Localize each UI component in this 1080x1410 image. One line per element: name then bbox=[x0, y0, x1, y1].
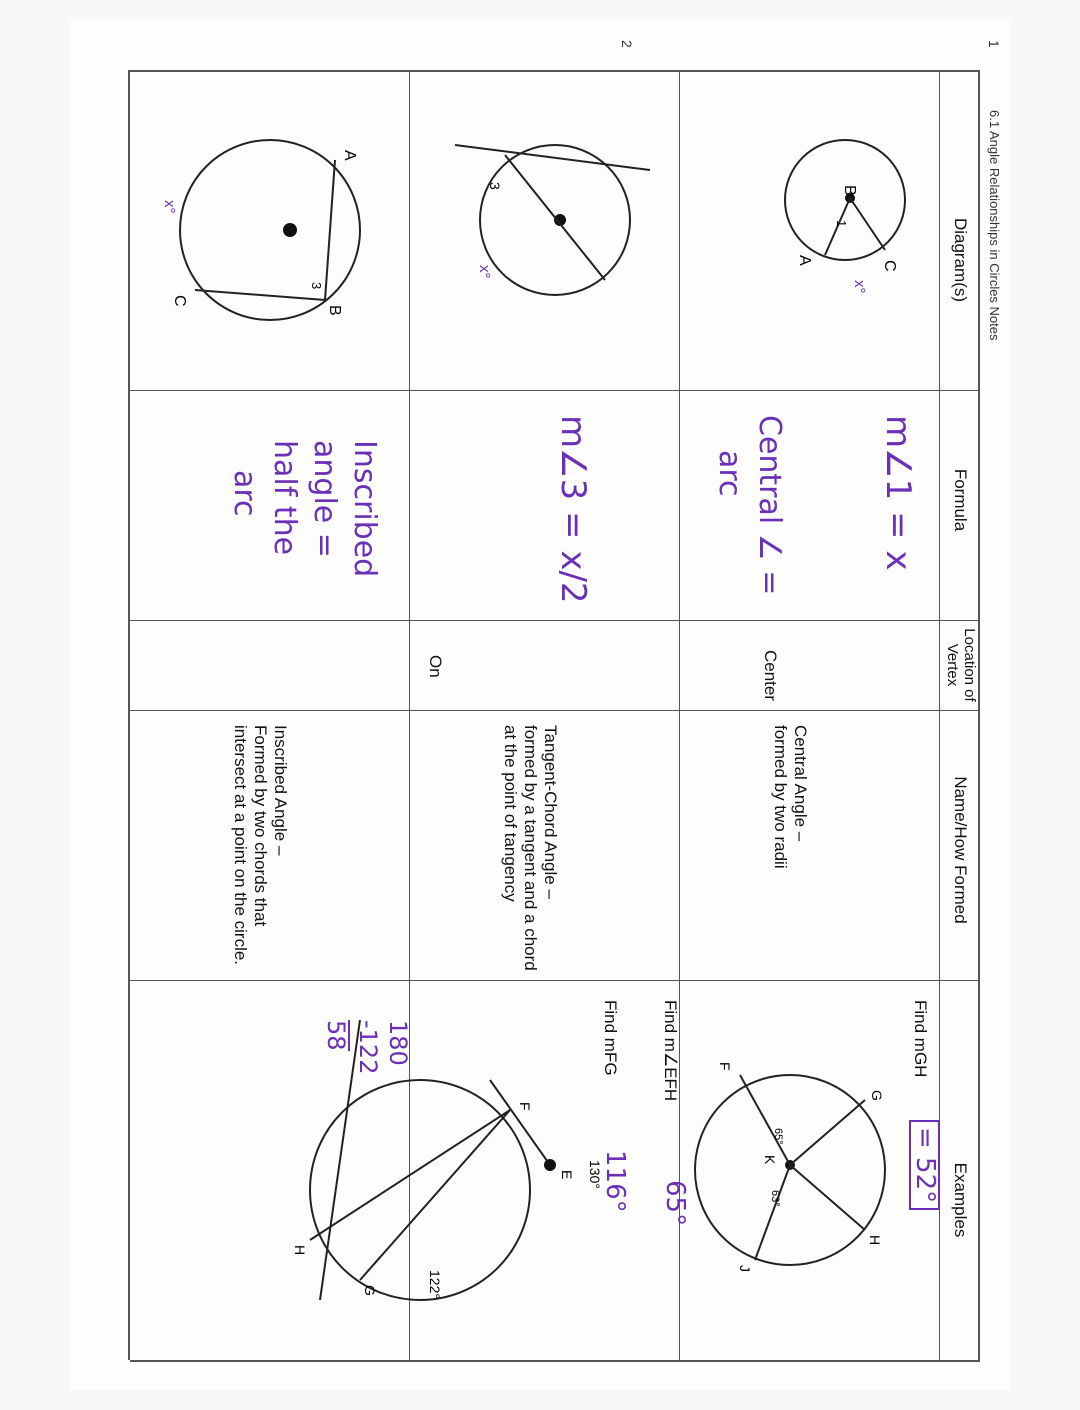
formula-3b: angle = bbox=[307, 440, 342, 558]
formula-3a: Inscribed bbox=[347, 440, 382, 578]
label-x-3: x° bbox=[161, 200, 178, 214]
page-number-2: 2 bbox=[619, 40, 635, 48]
formula-1b: Central ∠ = bbox=[752, 415, 787, 596]
ex1-label-j: J bbox=[737, 1265, 753, 1272]
label-1: 1 bbox=[834, 220, 849, 228]
rule-bottom bbox=[128, 70, 130, 1360]
rule-col-1 bbox=[130, 390, 980, 391]
ex1-label-h: H bbox=[867, 1235, 883, 1246]
formula-3d: arc bbox=[227, 470, 262, 517]
label-3-2: 3 bbox=[309, 282, 324, 290]
ex2-label-f: F bbox=[517, 1102, 533, 1111]
formula-1c: arc bbox=[712, 450, 747, 497]
label-c: C bbox=[881, 260, 898, 272]
ex1-label-k: K bbox=[762, 1155, 778, 1165]
ex2-angle-130: 130° bbox=[587, 1160, 603, 1189]
header-name: Name/How Formed bbox=[951, 776, 970, 924]
name-tangent-chord: Tangent-Chord Angle – formed by a tangent and a chord at the point of tangency bbox=[501, 725, 560, 971]
rule-col-2 bbox=[130, 620, 980, 621]
label-a-2: A bbox=[341, 150, 358, 161]
example-prompt-3: Find mFG bbox=[601, 1000, 620, 1076]
name-inscribed: Inscribed Angle – Formed by two chords that intersect at a point on the circle. bbox=[231, 725, 290, 966]
ex2-label-g: G bbox=[362, 1285, 378, 1296]
ex1-label-65: 65° bbox=[772, 1128, 784, 1145]
vertex-on: On bbox=[426, 655, 445, 678]
label-x: x° bbox=[851, 280, 868, 294]
page-number-1: 1 bbox=[986, 40, 1002, 48]
name-central: Central Angle – formed by two radii bbox=[771, 725, 810, 869]
example-answer-4b: -122 bbox=[354, 1020, 382, 1075]
label-x-2: x° bbox=[476, 265, 493, 279]
rule-right bbox=[130, 1360, 980, 1362]
rule-top bbox=[978, 70, 980, 1360]
example-circle-2 bbox=[280, 1010, 610, 1350]
rule-col-3 bbox=[130, 710, 980, 711]
rule-col-4 bbox=[130, 980, 980, 981]
example-prompt-1: Find mGH bbox=[911, 1000, 930, 1078]
label-b-2: B bbox=[326, 305, 343, 316]
ex2-label-h: H bbox=[292, 1245, 308, 1256]
formula-2: m∠3 = x/2 bbox=[553, 415, 593, 604]
example-prompt-2: Find m∠EFH bbox=[661, 1000, 680, 1102]
ex2-angle-122: 122° bbox=[427, 1270, 443, 1299]
label-a: A bbox=[796, 255, 813, 266]
formula-3c: half the bbox=[267, 440, 302, 556]
example-circle-1 bbox=[670, 1000, 900, 1340]
example-answer-4a: 180 bbox=[384, 1020, 412, 1066]
ex1-label-63: 63° bbox=[769, 1190, 781, 1207]
tangent-chord-diagram bbox=[435, 100, 665, 340]
rotated-page bbox=[70, 20, 1010, 1390]
ex1-label-g: G bbox=[869, 1090, 885, 1101]
label-b: B bbox=[841, 185, 858, 196]
example-answer-2: 65° bbox=[660, 1180, 690, 1227]
example-answer-1: = 52° bbox=[909, 1120, 940, 1210]
header-examples: Examples bbox=[951, 1162, 970, 1238]
inscribed-angle-diagram bbox=[150, 100, 390, 360]
page-title: 6.1 Angle Relationships in Circles Notes bbox=[987, 110, 1002, 341]
label-c-2: C bbox=[171, 295, 188, 307]
header-diagrams: Diagram(s) bbox=[951, 217, 970, 303]
example-answer-4c: 58 bbox=[322, 1020, 350, 1051]
central-angle-diagram bbox=[775, 110, 925, 310]
header-formula: Formula bbox=[951, 468, 970, 532]
ex1-label-f: F bbox=[717, 1062, 733, 1071]
formula-1: m∠1 = x bbox=[878, 415, 918, 571]
vertex-center: Center bbox=[761, 650, 780, 702]
ex2-label-e: E bbox=[559, 1170, 575, 1180]
label-3: 3 bbox=[487, 182, 503, 190]
example-answer-3: 116° bbox=[600, 1150, 630, 1213]
header-location: Location of Vertex bbox=[944, 628, 978, 702]
rule-left bbox=[130, 70, 980, 72]
